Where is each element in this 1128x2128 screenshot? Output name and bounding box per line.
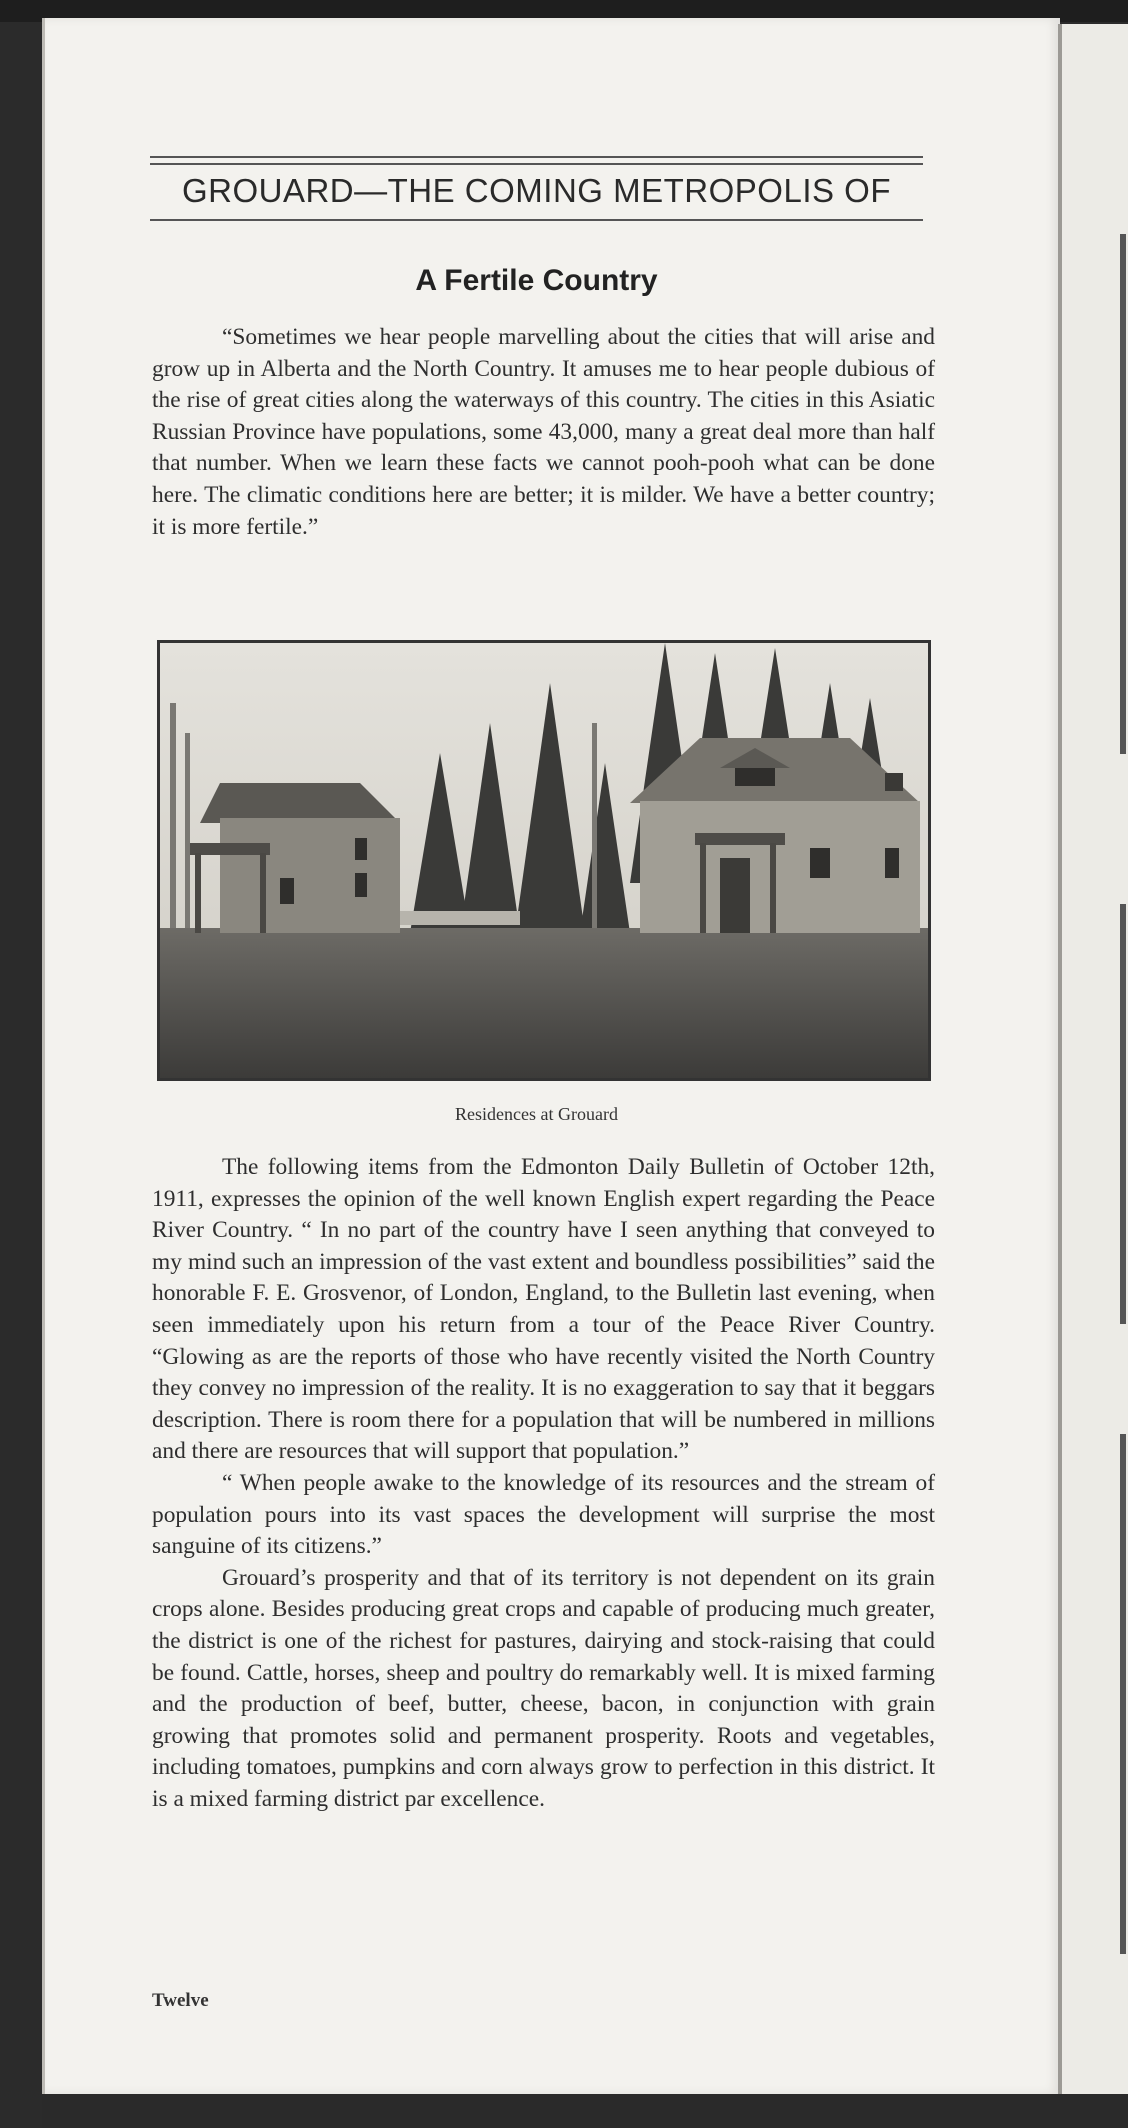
running-header: GROUARD—THE COMING METROPOLIS OF [181,172,892,209]
paragraph-prosperity: Grouard’s prosperity and that of its territory is not dependent on its grain crops alone. Besides producing great crops and capable of producing much greater, the district is one of the richest for pastures, dairying and stock-raising that could be found. Cattle, horses, sheep and poultry do remarkably well. It is mixed farming and the production of beef, butter, cheese, bacon, in conjunction with grain growing that promotes solid and permanent prosperity. Roots and vegetables, including tomatoes, pumpkins and corn always grow to perfection in this district. It is a mixed farming district par excellence. [152,1564,935,1812]
paragraph-quote: “Sometimes we hear people marvelling about the cities that will arise and grow up in Alberta and the North Country. It amuses me to hear people dubious of the rise of great cities along the waterways of this country. The cities in this Asiatic Russian Province have populations, some 43,000, many a great deal more than half that number. When we learn these facts we cannot pooh-pooh what can be done here. The climatic conditions here are better; it is milder. We have a better country; it is more fertile.” [152,324,935,540]
photograph-residences [157,640,931,1081]
page-edge-mark [1120,234,1126,754]
body-text [152,1152,935,1815]
adjacent-page-edge [1058,24,1128,2094]
residences-photo-illustration [160,643,928,1078]
photo-caption: Residences at Grouard [455,1104,618,1124]
header-rule [150,219,923,221]
page-number: Twelve [152,1990,209,2011]
header-rule [150,156,923,158]
paragraph-grosvenor-quote: “ When people awake to the knowledge of its resources and the stream of population pours into its vast spaces the development will surprise the most sanguine of its citizens.” [152,1469,935,1560]
scan-frame-bottom [42,2094,1128,2128]
page-edge-mark [1120,904,1126,1324]
header-rule [150,163,923,165]
section-title: A Fertile Country [415,264,658,297]
paragraph-bulletin: The following items from the Edmonton Daily Bulletin of October 12th, 1911, expresses the opinion of the well known English expert regarding the Peace River Country. “ In no part of the country have I seen anything that conveyed to my mind such an impression of the vast extent and boundless possibilities” said the honorable F. E. Grosvenor, of London, England, to the Bulletin last evening, when seen immediately upon his return from a tour of the Peace River Country. “Glowing as are the reports of those who have recently visited the North Country they convey no impression of the reality. It is no exaggeration to say that it beggars description. There is room there for a population that will be numbered in millions and there are resources that will support that population.” [152,1154,935,1465]
page-edge-mark [1120,1434,1126,1954]
